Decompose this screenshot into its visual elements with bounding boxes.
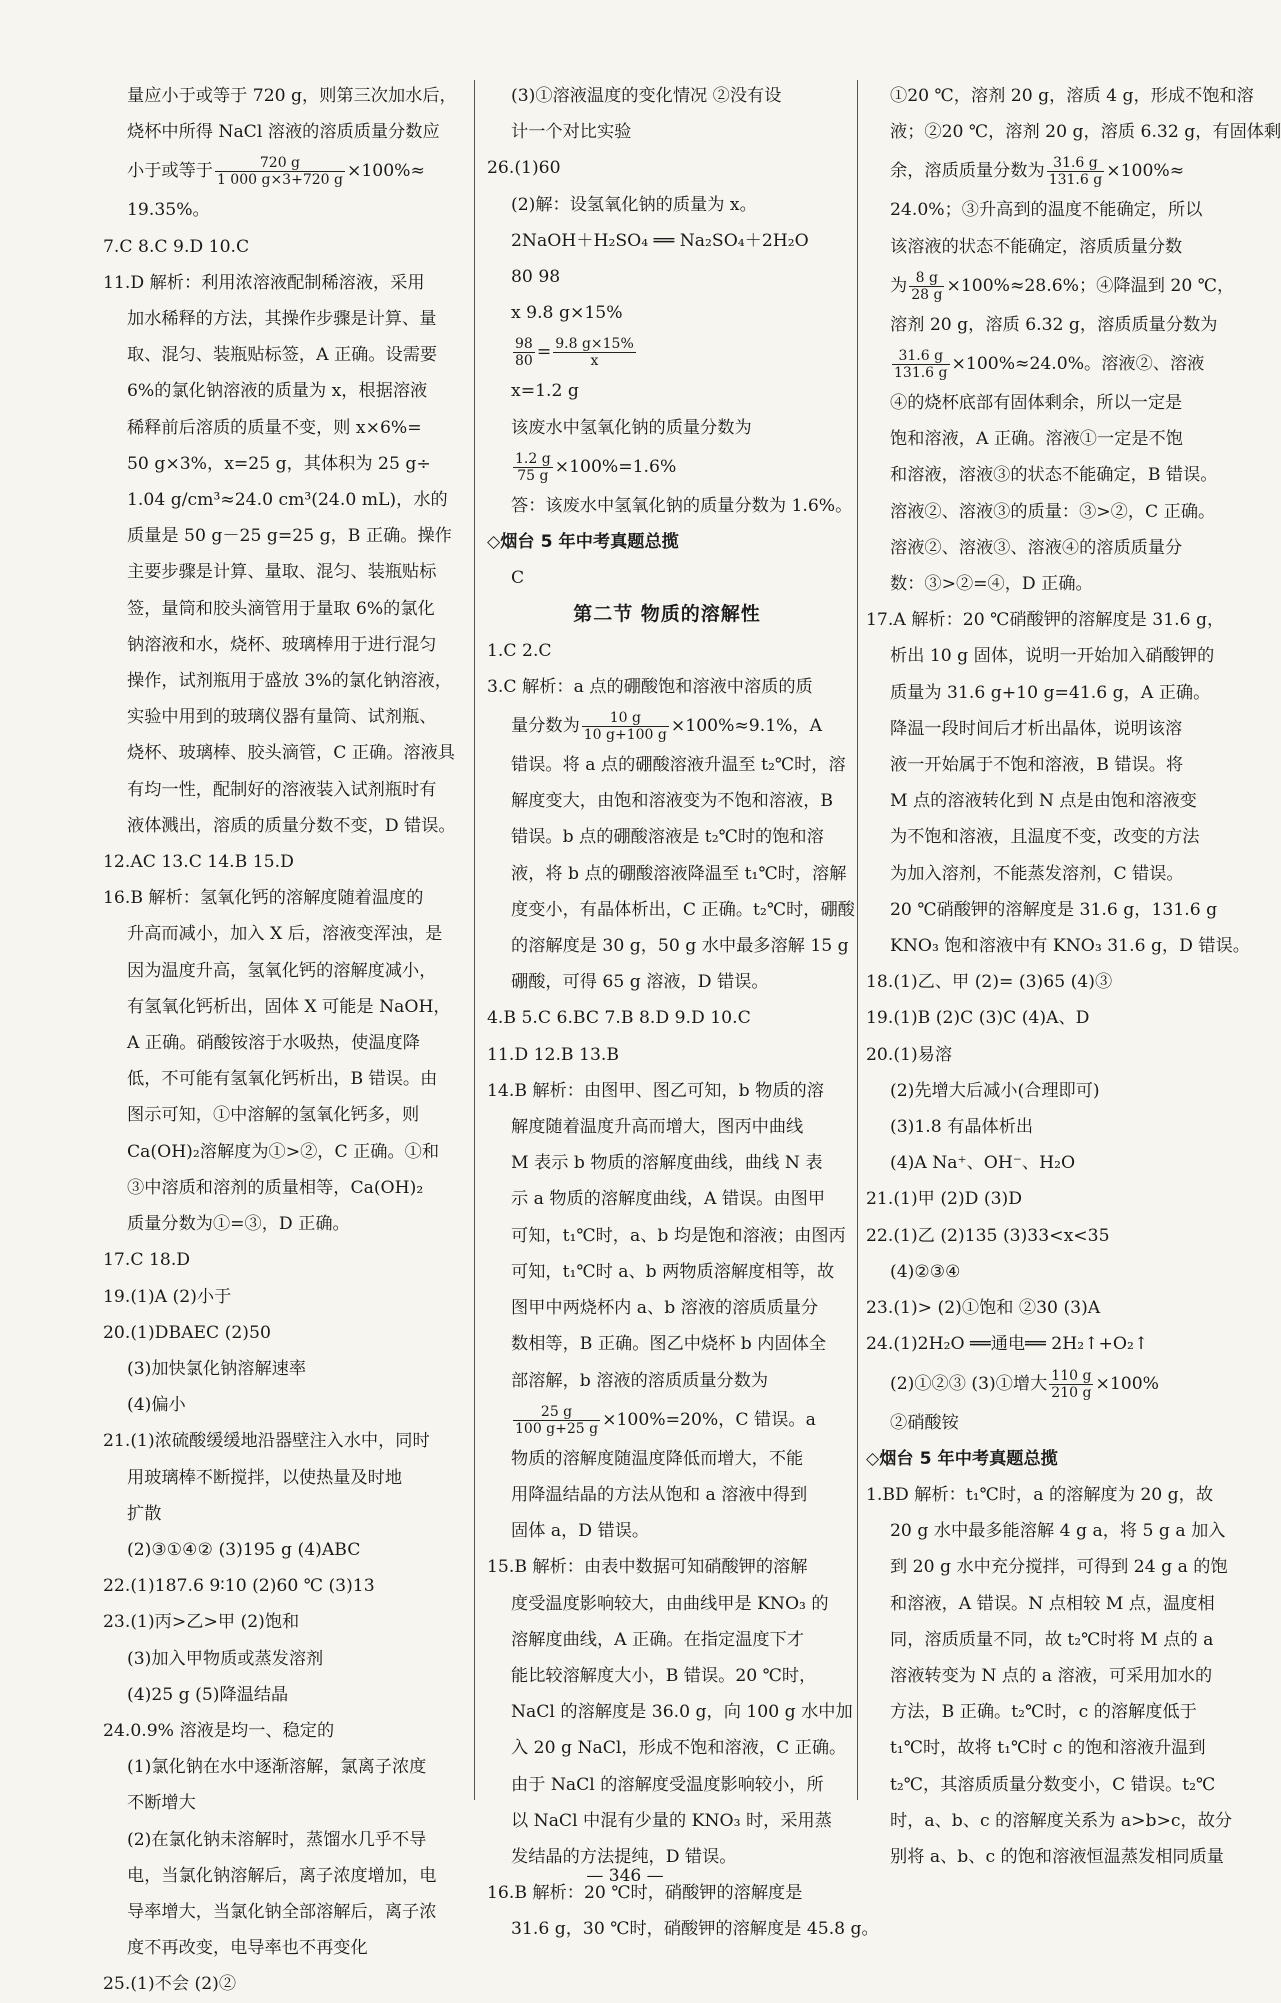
answer-line: 12.AC 13.C 14.B 15.D [103,852,294,873]
text-line: M 表示 b 物质的溶解度曲线，曲线 N 表 [511,1153,823,1174]
text-line: 溶液②、溶液③的质量：③>②，C 正确。 [890,501,1216,522]
text-line: 度受温度影响较大，由曲线甲是 KNO₃ 的 [511,1593,829,1614]
text-line: 液；②20 ℃，溶剂 20 g，溶质 6.32 g，有固体剩 [890,122,1281,143]
text-line: NaCl 的溶解度是 36.0 g，向 100 g 水中加 [511,1702,853,1723]
text-line: 到 20 g 水中充分搅拌，可得到 24 g a 的饱 [890,1557,1228,1578]
text-line: 质量是 50 g－25 g=25 g，B 正确。操作 [127,526,452,547]
text-line: 质量分数为①=③，D 正确。 [127,1214,350,1235]
text-line: 硼酸，可得 65 g 溶液，D 错误。 [511,972,769,993]
text-line: 答：该废水中氢氧化钠的质量分数为 1.6%。 [511,495,853,516]
text-line: 实验中用到的玻璃仪器有量筒、试剂瓶、 [127,707,437,728]
text-line: 发结晶的方法提纯，D 错误。 [511,1846,737,1867]
text-line: 扩散 [127,1503,162,1524]
answer-line: 21.(1)浓硫酸缓缓地沿器壁注入水中，同时 [103,1431,430,1452]
text-line: 用降温结晶的方法从饱和 a 溶液中得到 [511,1484,808,1505]
text-line: 导率增大，当氯化钠全部溶解后，离子浓 [127,1901,437,1922]
text-line: 示 a 物质的溶解度曲线，A 错误。由图甲 [511,1189,826,1210]
text-line: 电，当氯化钠溶解后，离子浓度增加，电 [127,1865,437,1886]
text-line: t₂℃，其溶质质量分数变小，C 错误。t₂℃ [890,1774,1216,1795]
text-line: (4)A Na⁺、OH⁻、H₂O [890,1153,1076,1174]
formula-line: $\frac{98}{80}$ = $\frac{9.8 g\times 15\%}{x}$ [515,336,634,370]
text-line: (4)②③④ [890,1261,961,1282]
text-line: 取、混匀、装瓶贴标签，A 正确。设需要 [127,345,438,366]
text-line: 有均一性，配制好的溶液装入试剂瓶时有 [127,779,437,800]
answer-line: 17.A 解析：20 ℃硝酸钾的溶解度是 31.6 g， [866,610,1225,631]
fraction: $\frac{720 g}{1 000 g\times 3+720 g}$ [216,155,343,189]
formula-line: 为 $\frac{8 g}{28 g}$ ×100%≈28.6%；④降温到 20 ℃， [890,269,1235,303]
text-line: 质量为 31.6 g+10 g=41.6 g，A 正确。 [890,682,1211,703]
answer-line: 7.C 8.C 9.D 10.C [103,236,250,257]
text-line: 物质的溶解度随温度降低而增大，不能 [511,1448,804,1469]
answer-line: 16.B 解析：氢氧化钙的溶解度随着温度的 [103,888,424,909]
text-line: 加水稀释的方法，其操作步骤是计算、量 [127,309,437,330]
text-line: 和溶液，A 错误。N 点相较 M 点，温度相 [890,1593,1215,1614]
text-line: (2)③①④② (3)195 g (4)ABC [127,1539,361,1560]
answer-line: 18.(1)乙、甲 (2)= (3)65 (4)③ [866,972,1113,993]
text-line: (3)加入甲物质或蒸发溶剂 [127,1648,324,1669]
text-line: M 点的溶液转化到 N 点是由饱和溶液变 [890,791,1197,812]
chapter-title: 第二节 物质的溶解性 [573,603,761,626]
text-line: 能比较溶解度大小，B 错误。20 ℃时， [511,1665,817,1686]
formula-line: $\frac{31.6 g}{131.6 g}$ ×100%≈24.0%。溶液②、溶液 [894,348,1205,382]
text-line: 可知，t₁℃时，a、b 均是饱和溶液；由图丙 [511,1225,846,1246]
text-line: 该废水中氢氧化钠的质量分数为 [511,417,752,438]
text-line: 不断增大 [127,1793,196,1814]
answer-line: 4.B 5.C 6.BC 7.B 8.D 9.D 10.C [487,1008,751,1029]
text-line: 签，量筒和胶头滴管用于量取 6%的氯化 [127,598,435,619]
answer-line: 11.D 12.B 13.B [487,1044,619,1065]
text-line: 别将 a、b、c 的饱和溶液恒温蒸发相同质量 [890,1846,1224,1867]
text-line: C [511,568,525,589]
text-line: 图甲中两烧杯内 a、b 溶液的溶质质量分 [511,1298,819,1319]
text-line: 图示可知，①中溶解的氢氧化钙多，则 [127,1105,420,1126]
text-line: 19.35%。 [127,200,210,221]
answer-line: 21.(1)甲 (2)D (3)D [866,1189,1023,1210]
text-line: 度不再改变，电导率也不再变化 [127,1938,368,1959]
answer-line: 23.(1)丙>乙>甲 (2)饱和 [103,1612,300,1633]
section-heading: ◇烟台 5 年中考真题总揽 [866,1448,1058,1469]
fraction: $\frac{31.6 g}{131.6 g}$ [1048,155,1103,189]
fraction: $\frac{25 g}{100 g+25 g}$ [515,1403,599,1437]
text-line: (4)偏小 [127,1395,186,1416]
text-line: 以 NaCl 中混有少量的 KNO₃ 时，采用蒸 [511,1810,832,1831]
text-line: (3)1.8 有晶体析出 [890,1117,1034,1138]
answer-line: 20.(1)易溶 [866,1044,953,1065]
text-line: x 9.8 g×15% [511,303,623,324]
text-line: x=1.2 g [511,381,579,402]
text-line: 的溶解度是 30 g，50 g 水中最多溶解 15 g [511,936,849,957]
text-line: 稀释前后溶质的质量不变，则 x×6%= [127,417,422,438]
text-line: 溶液转变为 N 点的 a 溶液，可采用加水的 [890,1665,1213,1686]
text-line: 溶剂 20 g，溶质 6.32 g，溶质质量分数为 [890,314,1218,335]
text-line: 24.0%；③升高到的温度不能确定，所以 [890,200,1203,221]
text-line: 钠溶液和水，烧杯、玻璃棒用于进行混匀 [127,634,437,655]
text-line: 操作，试剂瓶用于盛放 3%的氯化钠溶液， [127,671,452,692]
text-line: 析出 10 g 固体，说明一开始加入硝酸钾的 [890,646,1215,667]
answer-line: 15.B 解析：由表中数据可知硝酸钾的溶解 [487,1557,808,1578]
text-line: A 正确。硝酸铵溶于水吸热，使温度降 [127,1033,420,1054]
answer-line: 19.(1)A (2)小于 [103,1286,232,1307]
answer-line: 16.B 解析：20 ℃时，硝酸钾的溶解度是 [487,1883,803,1904]
answer-line: 24.(1)2H₂O ══通电══ 2H₂↑+O₂↑ [866,1334,1149,1355]
text-line: 计一个对比实验 [511,122,632,143]
formula-line: 余，溶质质量分数为 $\frac{31.6 g}{131.6 g}$ ×100%≈ [890,155,1185,189]
answer-line: 1.BD 解析：t₁℃时，a 的溶解度为 20 g，故 [866,1484,1214,1505]
text-line: 液体溅出，溶质的质量分数不变，D 错误。 [127,815,456,836]
text-line: (4)25 g (5)降温结晶 [127,1684,289,1705]
text-line: (1)氯化钠在水中逐渐溶解，氯离子浓度 [127,1757,427,1778]
text-line: ④的烧杯底部有固体剩余，所以一定是 [890,393,1183,414]
text-line: 31.6 g，30 ℃时，硝酸钾的溶解度是 45.8 g。 [511,1919,879,1940]
answer-line: 25.(1)不会 (2)② [103,1974,237,1995]
text-line: 降温一段时间后才析出晶体，说明该溶 [890,718,1183,739]
column-divider [474,80,475,1800]
text-line: 错误。将 a 点的硼酸溶液升温至 t₂℃时，溶 [511,755,846,776]
answer-line: 24.0.9% 溶液是均一、稳定的 [103,1720,335,1741]
fraction: $\frac{31.6 g}{131.6 g}$ [894,348,948,382]
column-divider [857,80,858,1800]
text-line: 饱和溶液，A 正确。溶液①一定是不饱 [890,429,1183,450]
text-line: (3)加快氯化钠溶解速率 [127,1358,307,1379]
text-line: 部溶解，b 溶液的溶质质量分数为 [511,1370,769,1391]
text-line: Ca(OH)₂溶解度为①>②，C 正确。①和 [127,1141,440,1162]
text-line: 由于 NaCl 的溶解度受温度影响较小，所 [511,1774,824,1795]
answer-line: 1.C 2.C [487,640,552,661]
text-line: 烧杯、玻璃棒、胶头滴管，C 正确。溶液具 [127,743,455,764]
text-line: 该溶液的状态不能确定，溶质质量分数 [890,236,1183,257]
text-line: (2)在氯化钠未溶解时，蒸馏水几乎不导 [127,1829,427,1850]
text-line: ②硝酸铵 [890,1412,959,1433]
text-line: 80 98 [511,267,561,288]
text-line: 溶液②、溶液③、溶液④的溶质质量分 [890,537,1183,558]
fraction: $\frac{9.8 g\times 15\%}{x}$ [555,336,634,370]
answer-line: 20.(1)DBAEC (2)50 [103,1322,271,1343]
answer-line: 22.(1)187.6 9∶10 (2)60 ℃ (3)13 [103,1576,375,1597]
column-left [103,78,465,1995]
text-line: 因为温度升高，氢氧化钙的溶解度减小， [127,960,437,981]
column-right [866,78,1281,1867]
answer-line: 22.(1)乙 (2)135 (3)33<x<35 [866,1225,1110,1246]
text-line: 解度变大，由饱和溶液变为不饱和溶液，B [511,791,834,812]
fraction: $\frac{10 g}{10 g+100 g}$ [583,710,667,744]
page-number: — 346 — [586,1866,664,1886]
text-line: 为不饱和溶液，且温度不变，改变的方法 [890,827,1200,848]
text-line: 度变小，有晶体析出，C 正确。t₂℃时，硼酸 [511,899,855,920]
text-line: 50 g×3%，x=25 g，其体积为 25 g÷ [127,453,431,474]
text-line: 低，不可能有氢氧化钙析出，B 错误。由 [127,1069,438,1090]
text-line: ①20 ℃，溶剂 20 g，溶质 4 g，形成不饱和溶 [890,86,1254,106]
text-line: (2)先增大后减小(合理即可) [890,1080,1100,1101]
answer-line: 17.C 18.D [103,1250,191,1271]
text-line: 时，a、b、c 的溶解度关系为 a>b>c，故分 [890,1810,1233,1831]
formula-line: $\frac{1.2 g}{75 g}$ ×100%=1.6% [515,450,677,484]
text-line: 有氢氧化钙析出，固体 X 可能是 NaOH， [127,996,451,1017]
text-line: 升高而减小，加入 X 后，溶液变浑浊，是 [127,924,443,945]
text-line: 主要步骤是计算、量取、混匀、装瓶贴标 [127,562,437,583]
text-line: 入 20 g NaCl，形成不饱和溶液，C 正确。 [511,1738,847,1759]
answer-line: 14.B 解析：由图甲、图乙可知，b 物质的溶 [487,1080,824,1101]
answer-line: 3.C 解析：a 点的硼酸饱和溶液中溶质的质 [487,676,813,697]
text-line: 同，溶质质量不同，故 t₂℃时将 M 点的 a [890,1629,1214,1650]
formula-line: $\frac{25 g}{100 g+25 g}$ ×100%=20%，C 错误。a [515,1403,816,1437]
text-line: 方法，B 正确。t₂℃时，c 的溶解度低于 [890,1702,1197,1723]
section-heading: ◇烟台 5 年中考真题总揽 [487,532,679,553]
text-line: (3)①溶液温度的变化情况 ②没有设 [511,86,782,106]
answer-line: 26.(1)60 [487,158,561,179]
text-line: 解度随着温度升高而增大，图丙中曲线 [511,1117,804,1138]
text-line: 固体 a，D 错误。 [511,1521,650,1542]
fraction: $\frac{8 g}{28 g}$ [911,269,943,303]
formula-line: (2)①②③ (3)①增大 $\frac{110 g}{210 g}$ ×100% [890,1367,1159,1401]
text-line: 为加入溶剂，不能蒸发溶剂，C 错误。 [890,863,1184,884]
fraction: $\frac{1.2 g}{75 g}$ [515,450,551,484]
text-line: 用玻璃棒不断搅拌，以使热量及时地 [127,1467,403,1488]
fraction: $\frac{110 g}{210 g}$ [1051,1367,1092,1401]
text-line: t₁℃时，故将 t₁℃时 c 的饱和溶液升温到 [890,1738,1206,1759]
text-line: ③中溶质和溶剂的质量相等，Ca(OH)₂ [127,1177,424,1198]
text-line: 数相等，B 正确。图乙中烧杯 b 内固体全 [511,1334,827,1355]
text-line: 量应小于或等于 720 g，则第三次加水后， [127,86,457,106]
text-line: 液一开始属于不饱和溶液，B 错误。将 [890,755,1184,776]
fraction: $\frac{98}{80}$ [515,336,533,370]
text-line: 溶解度曲线，A 正确。在指定温度下才 [511,1629,804,1650]
equation-line: 2NaOH＋H₂SO₄ ══ Na₂SO₄＋2H₂O [511,230,809,251]
text-line: 数：③>②=④，D 正确。 [890,574,1093,595]
text-line: 20 ℃硝酸钾的溶解度是 31.6 g，131.6 g [890,899,1218,920]
text-line: (2)解：设氢氧化钠的质量为 x。 [511,194,757,215]
text-line: 20 g 水中最多能溶解 4 g a，将 5 g a 加入 [890,1521,1226,1542]
formula-line: 小于或等于 $\frac{720 g}{1 000 g\times 3+720 g}$ ×100%≈ [127,155,425,189]
text-line: 液，将 b 点的硼酸溶液降温至 t₁℃时，溶解 [511,863,847,884]
text-line: 和溶液，溶液③的状态不能确定，B 错误。 [890,465,1218,486]
text-line: 6%的氯化钠溶液的质量为 x，根据溶液 [127,381,428,402]
answer-line: 11.D 解析：利用浓溶液配制稀溶液，采用 [103,272,425,293]
formula-line: 量分数为 $\frac{10 g}{10 g+100 g}$ ×100%≈9.1%，A [511,710,823,744]
text-line: 可知，t₁℃时 a、b 两物质溶解度相等，故 [511,1261,835,1282]
text-line: 1.04 g/cm³≈24.0 cm³(24.0 mL)，水的 [127,490,448,511]
text-line: 错误。b 点的硼酸溶液是 t₂℃时的饱和溶 [511,827,824,848]
text-line: KNO₃ 饱和溶液中有 KNO₃ 31.6 g，D 错误。 [890,936,1250,957]
text-line: 烧杯中所得 NaCl 溶液的溶质质量分数应 [127,122,440,143]
answer-line: 19.(1)B (2)C (3)C (4)A、D [866,1008,1090,1029]
answer-line: 23.(1)> (2)①饱和 ②30 (3)A [866,1298,1101,1319]
